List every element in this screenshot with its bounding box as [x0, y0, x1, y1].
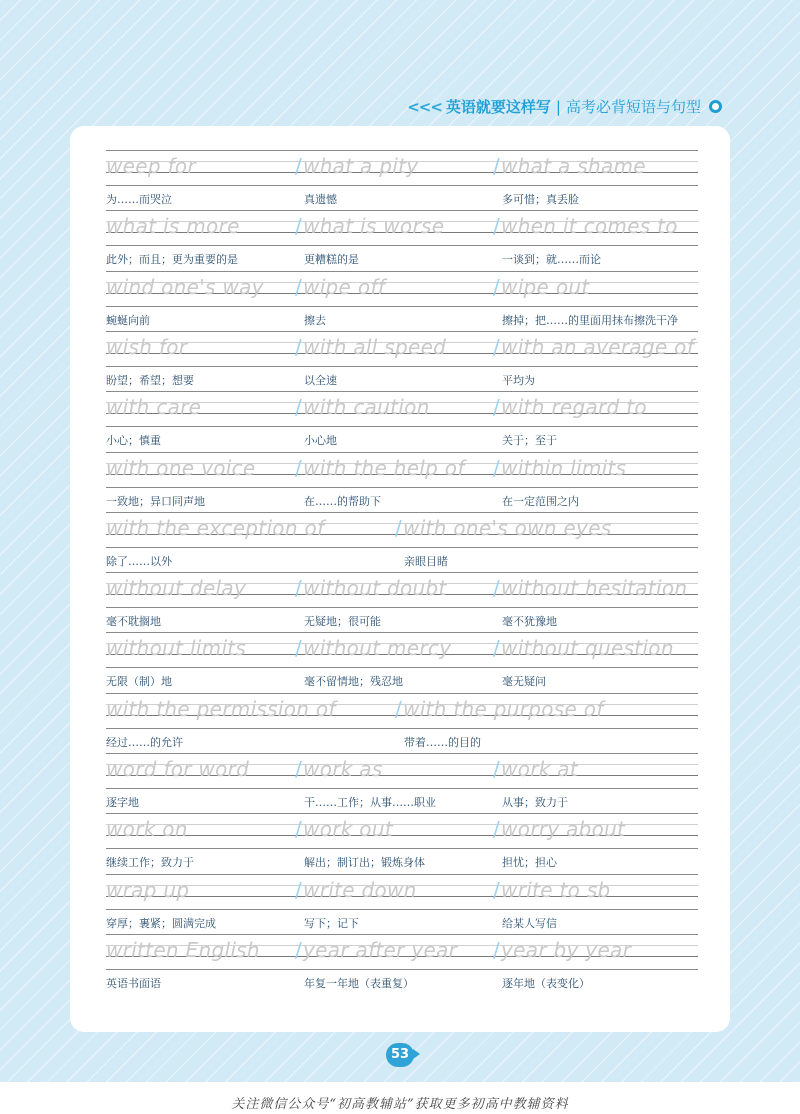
chinese-meaning: 写下；记下: [304, 916, 359, 930]
slash-divider: /: [295, 877, 303, 902]
page-header: [407, 96, 722, 117]
english-phrase-text: when it comes to: [501, 214, 678, 239]
chinese-meaning: 此外；而且；更为重要的是: [106, 253, 238, 267]
chinese-meaning: 逐年地（表变化）: [502, 976, 590, 990]
english-phrase: [295, 817, 393, 841]
english-phrase-text: with the exception of: [106, 515, 325, 540]
slash-divider: /: [295, 274, 303, 299]
english-phrase: [493, 395, 647, 419]
slash-divider: /: [295, 455, 303, 480]
english-phrase: [106, 516, 324, 540]
english-phrase: [295, 154, 418, 178]
english-phrase-text: word for word: [106, 757, 250, 781]
english-phrase-text: with all speed: [303, 334, 447, 359]
slash-divider: /: [295, 636, 303, 661]
chinese-meaning: 穿厚；裹紧；圆满完成: [106, 916, 216, 930]
english-phrase: [295, 395, 430, 419]
english-phrase: [106, 154, 196, 178]
english-phrase: [106, 636, 246, 660]
chinese-meaning: 经过……的允许: [106, 735, 183, 749]
english-phrase-text: write to sb: [501, 877, 611, 902]
chinese-meaning: 为……而哭泣: [106, 193, 172, 206]
chinese-meaning: 继续工作；致力于: [106, 856, 194, 870]
english-phrase: [493, 214, 678, 238]
slash-divider: /: [295, 334, 303, 359]
chinese-meaning: 解出；制订出；锻炼身体: [304, 856, 425, 870]
english-phrase-text: weep for: [106, 154, 196, 178]
english-phrase-text: work as: [303, 757, 383, 781]
english-phrase: [295, 878, 417, 902]
english-phrase-text: within limits: [501, 455, 627, 480]
slash-divider: /: [295, 576, 303, 601]
english-phrase-text: with care: [106, 395, 202, 420]
chinese-meaning: 毫不留情地；残忍地: [304, 675, 403, 689]
english-phrase-text: what a pity: [303, 154, 419, 178]
english-phrase-text: with the help of: [303, 455, 465, 480]
chinese-meaning: 擦掉；把……的里面用抹布擦洗干净: [502, 313, 678, 327]
slash-divider: /: [395, 515, 403, 540]
chinese-meaning: 以全速: [304, 373, 337, 387]
slash-divider: /: [295, 757, 303, 781]
english-phrase: [295, 275, 385, 299]
english-phrase-text: work out: [303, 817, 393, 842]
chinese-meaning: 一谈到；就……而论: [502, 253, 601, 267]
english-phrase-text: wrap up: [106, 877, 190, 902]
english-phrase-text: with an average of: [501, 334, 695, 359]
english-phrase-text: with caution: [303, 395, 430, 420]
english-phrase-text: year by year: [501, 937, 632, 962]
english-phrase-text: year after year: [303, 937, 458, 962]
slash-divider: /: [493, 154, 501, 178]
english-phrase: [106, 697, 336, 721]
slash-divider: /: [295, 937, 303, 962]
slash-divider: /: [493, 757, 501, 781]
chinese-meaning: 更糟糕的是: [304, 253, 359, 267]
english-phrase-text: wish for: [106, 334, 188, 359]
english-phrase: [295, 214, 444, 238]
english-phrase-text: with the purpose of: [403, 696, 604, 721]
phrase-row: [106, 150, 698, 210]
chinese-meaning: 给某人写信: [502, 916, 557, 930]
english-phrase: [106, 395, 201, 419]
english-phrase: [106, 938, 260, 962]
chinese-meaning: 小心；慎重: [106, 434, 161, 448]
english-phrase-text: without mercy: [303, 636, 452, 661]
english-phrase: [106, 456, 256, 480]
chinese-meaning: 平均为: [502, 373, 535, 387]
english-phrase: [295, 576, 447, 600]
english-phrase: [106, 335, 187, 359]
english-phrase-text: work at: [501, 757, 579, 781]
slash-divider: /: [493, 455, 501, 480]
english-phrase-text: wipe out: [501, 274, 590, 299]
chinese-meaning: 担忧；担心: [502, 856, 557, 870]
chinese-meaning: 小心地: [304, 434, 337, 448]
phrase-row: [106, 210, 698, 270]
english-phrase: [493, 757, 578, 781]
chinese-meaning: 关于；至于: [502, 434, 557, 448]
english-phrase-text: wipe off: [303, 274, 386, 299]
phrase-row: [106, 572, 698, 632]
chinese-meaning: 盼望；希望；想要: [106, 373, 194, 387]
phrase-row: [106, 391, 698, 451]
phrase-row: [106, 271, 698, 331]
english-phrase: [106, 817, 188, 841]
slash-divider: /: [395, 696, 403, 721]
english-phrase: [295, 757, 383, 781]
english-phrase: [493, 636, 674, 660]
phrase-row: [106, 753, 698, 813]
english-phrase: [395, 516, 612, 540]
english-phrase-text: with one voice: [106, 455, 256, 480]
english-phrase: [106, 757, 249, 781]
chinese-meaning: 在……的帮助下: [304, 494, 381, 508]
slash-divider: /: [493, 274, 501, 299]
english-phrase-text: without limits: [106, 636, 247, 661]
english-phrase: [493, 817, 625, 841]
english-phrase: [493, 154, 646, 178]
english-phrase-text: with regard to: [501, 395, 647, 420]
english-phrase: [295, 636, 451, 660]
chinese-meaning: 英语书面语: [106, 976, 161, 990]
chinese-meaning: 真遗憾: [304, 193, 337, 206]
english-phrase: [493, 456, 626, 480]
chinese-meaning: 带着……的目的: [404, 735, 481, 749]
phrase-row: [106, 693, 698, 753]
phrase-row: [106, 934, 698, 994]
english-phrase: [106, 275, 264, 299]
circle-dot-icon: [709, 100, 722, 113]
chinese-meaning: 干……工作；从事……职业: [304, 796, 436, 809]
english-phrase: [106, 878, 189, 902]
english-phrase-text: with one's own eyes: [403, 515, 612, 540]
chinese-meaning: 擦去: [304, 313, 326, 327]
phrase-row: [106, 813, 698, 873]
slash-divider: /: [295, 395, 303, 420]
english-phrase-text: what is worse: [303, 214, 445, 239]
english-phrase: [493, 335, 694, 359]
chinese-meaning: 亲眼目睹: [404, 554, 448, 568]
chinese-meaning: 一致地；异口同声地: [106, 494, 205, 508]
english-phrase-text: write down: [303, 877, 417, 902]
phrase-row: [106, 512, 698, 572]
english-phrase: [493, 275, 589, 299]
chinese-meaning: 无限（制）地: [106, 675, 172, 689]
english-phrase: [493, 878, 611, 902]
chinese-meaning: 无疑地；很可能: [304, 615, 381, 629]
book-title: 英语就要这样写: [445, 98, 551, 116]
slash-divider: /: [295, 817, 303, 842]
english-phrase-text: without hesitation: [501, 576, 688, 601]
english-phrase-text: worry about: [501, 817, 626, 842]
chinese-meaning: 在一定范围之内: [502, 494, 579, 508]
english-phrase: [493, 576, 687, 600]
slash-divider: /: [295, 214, 303, 239]
english-phrase-text: without delay: [106, 576, 247, 601]
footer-note: 关注微信公众号“初高教辅站”获取更多初高中教辅资料: [231, 1097, 569, 1112]
phrase-row: [106, 331, 698, 391]
slash-divider: /: [493, 214, 501, 239]
arrows-icon: <<<: [407, 97, 442, 116]
chinese-meaning: 毫无疑问: [502, 675, 546, 689]
chinese-meaning: 年复一年地（表重复）: [304, 976, 414, 990]
english-phrase-text: without question: [501, 636, 674, 661]
chinese-meaning: 逐字地: [106, 796, 139, 809]
english-phrase-text: without doubt: [303, 576, 447, 601]
english-phrase: [295, 335, 446, 359]
phrase-row: [106, 452, 698, 512]
english-phrase-text: with the permission of: [106, 696, 336, 721]
english-phrase: [106, 576, 246, 600]
slash-divider: /: [493, 636, 501, 661]
chinese-meaning: 多可惜；真丢脸: [502, 193, 579, 206]
english-phrase-text: written English: [106, 937, 260, 962]
header-separator: |: [555, 97, 561, 116]
english-phrase: [295, 456, 465, 480]
english-phrase: [295, 938, 457, 962]
slash-divider: /: [493, 576, 501, 601]
worksheet-card: [70, 126, 730, 1032]
slash-divider: /: [493, 877, 501, 902]
chinese-meaning: 毫不耽搁地: [106, 615, 161, 629]
chinese-meaning: 毫不犹豫地: [502, 615, 557, 629]
english-phrase: [106, 214, 240, 238]
slash-divider: /: [493, 817, 501, 842]
slash-divider: /: [295, 154, 303, 178]
english-phrase-text: what a shame: [501, 154, 646, 178]
chinese-meaning: 除了……以外: [106, 554, 172, 568]
english-phrase-text: wind one's way: [106, 274, 264, 299]
slash-divider: /: [493, 395, 501, 420]
chinese-meaning: 从事；致力于: [502, 796, 568, 809]
chinese-meaning: 蜿蜒向前: [106, 313, 150, 327]
slash-divider: /: [493, 937, 501, 962]
page-number: 53: [386, 1043, 414, 1067]
english-phrase: [395, 697, 604, 721]
english-phrase: [493, 938, 631, 962]
english-phrase-text: work on: [106, 817, 188, 842]
phrase-row: [106, 632, 698, 692]
phrase-row: [106, 874, 698, 934]
book-subtitle: 高考必背短语与句型: [565, 98, 701, 116]
english-phrase-text: what is more: [106, 214, 240, 239]
slash-divider: /: [493, 334, 501, 359]
